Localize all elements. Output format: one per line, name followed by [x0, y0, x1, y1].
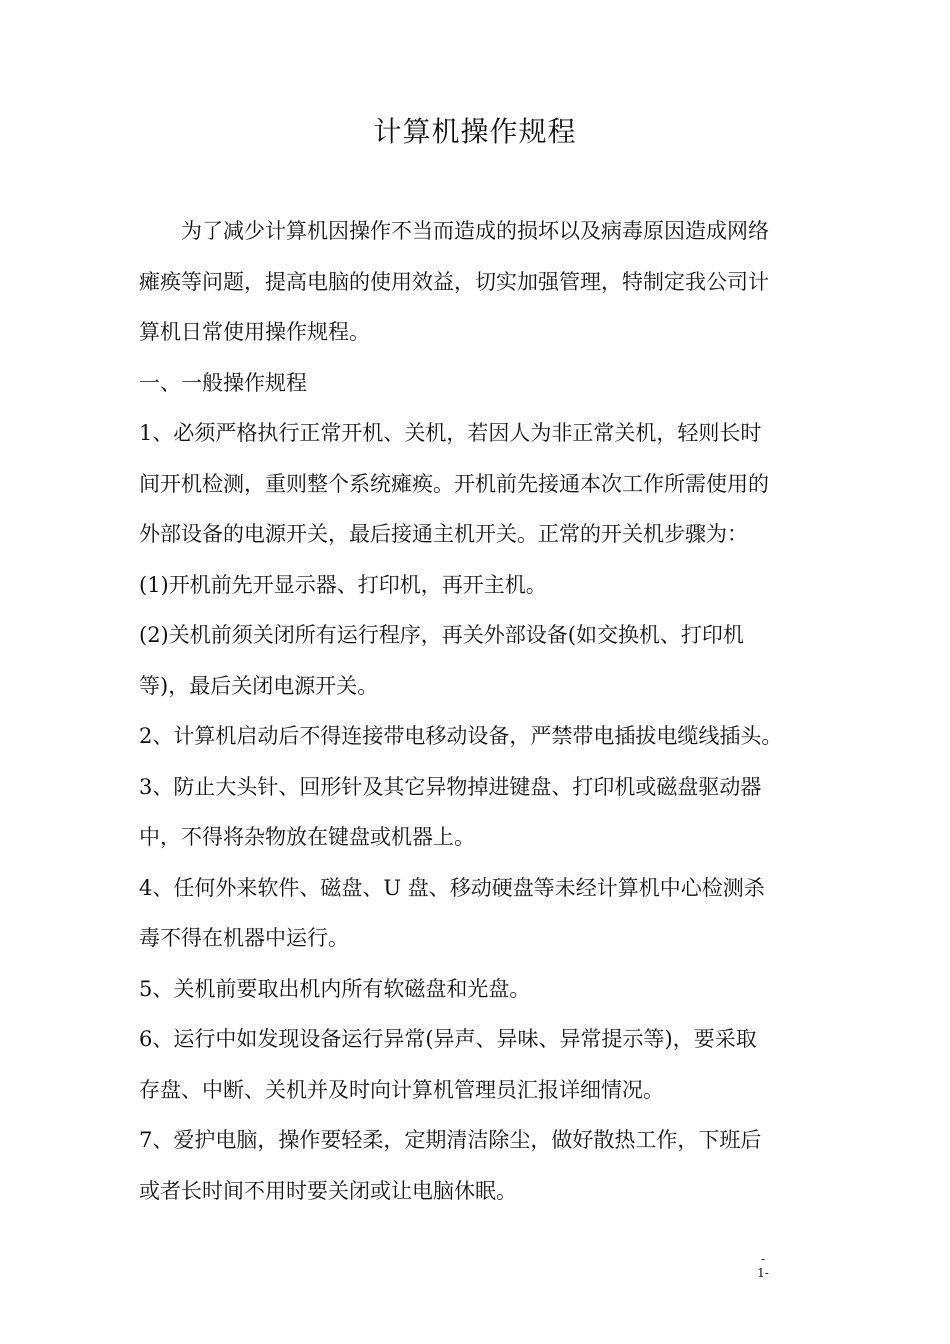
page-number-dash: -	[760, 1252, 766, 1266]
document-title: 计算机操作规程	[373, 115, 577, 148]
item-line: 1、必须严格执行正常开机、关机，若因人为非正常关机，轻则长时	[139, 421, 762, 445]
item-line: (2)关机前须关闭所有运行程序，再关外部设备(如交换机、打印机	[139, 623, 744, 647]
intro-line	[139, 206, 819, 257]
item-line: 等)，最后关闭电源开关。	[139, 673, 379, 698]
item-line: 6、运行中如发现设备运行异常(异声、异味、异常提示等)，要采取	[139, 1027, 757, 1051]
document-body	[139, 206, 819, 1216]
item-line: 间开机检测，重则整个系统瘫痪。开机前先接通本次工作所需使用的	[139, 471, 769, 496]
intro-line: 算机日常使用操作规程。	[139, 320, 370, 344]
item-line: 2、计算机启动后不得连接带电移动设备，严禁带电插拔电缆线插头。	[139, 724, 783, 748]
page-number-value: 1-	[757, 1266, 769, 1280]
section-heading: 一、一般操作规程	[139, 370, 307, 395]
item-line: 存盘、中断、关机并及时向计算机管理员汇报详细情况。	[139, 1077, 664, 1102]
item-line: 毒不得在机器中运行。	[139, 926, 349, 950]
item-line: 3、防止大头针、回形针及其它异物掉进键盘、打印机或磁盘驱动器	[139, 774, 762, 799]
intro-line-text: 为了减少计算机因操作不当而造成的损坏以及病毒原因造成网络	[181, 219, 769, 243]
item-line: 或者长时间不用时要关闭或让电脑休眠。	[139, 1178, 517, 1203]
intro-line: 瘫痪等问题，提高电脑的使用效益，切实加强管理，特制定我公司计	[139, 269, 769, 294]
item-line: 5、关机前要取出机内所有软磁盘和光盘。	[139, 976, 531, 1001]
item-line: 外部设备的电源开关，最后接通主机开关。正常的开关机步骤为：	[139, 522, 748, 546]
item-line: 中，不得将杂物放在键盘或机器上。	[139, 825, 475, 849]
item-line: 4、任何外来软件、磁盘、U 盘、移动硬盘等未经计算机中心检测杀	[139, 875, 765, 900]
page-number	[748, 1252, 778, 1280]
item-line: 7、爱护电脑，操作要轻柔，定期清洁除尘，做好散热工作，下班后	[139, 1128, 762, 1152]
item-line: (1)开机前先开显示器、打印机，再开主机。	[139, 572, 547, 597]
